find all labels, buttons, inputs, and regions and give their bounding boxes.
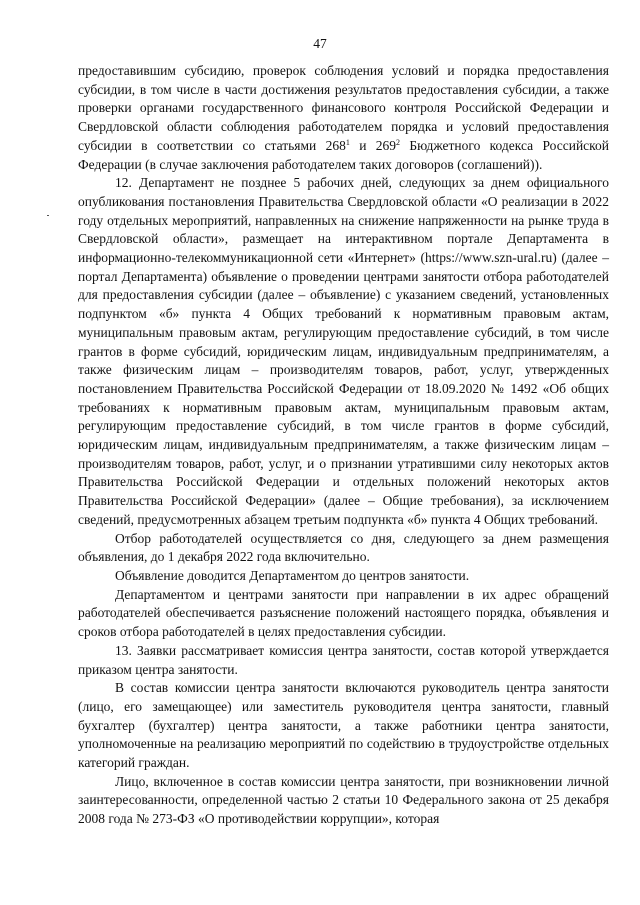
margin-mark (47, 215, 49, 216)
paragraph-text: предоставившим субсидию, проверок соблюдения условий и порядка предоставления субсидии, в том числе в части достижения результатов предоставления субсидии, а также проверки органами государственного финансового контроля Российской Федерации и Свердловской области соблюдения работодателем порядка и условий предоставления субсидии в соответствии со статьями 268 (78, 63, 609, 153)
document-body (78, 62, 609, 829)
paragraph-text: Отбор работодателей осуществляется со дня, следующего за днем размещения объявления, до 1 декабря 2022 года включительно. (78, 530, 609, 565)
paragraph-text: 13. Заявки рассматривает комиссия центра занятости, состав которой утверждается приказом центра занятости. (78, 642, 609, 677)
paragraph-text: и 269 (349, 137, 397, 153)
paragraph (78, 642, 609, 679)
paragraph-text: 12. Департамент не позднее 5 рабочих дней, следующих за днем официального опубликования постановления Правительства Свердловской области «О реализации в 2022 году отдельных мероприятий, направленных на снижение напряженности на рынке труда в Свердловской области», размещает на интерактивном портале Департамента в информационно-телекоммуникационной сети «Интернет» (https://www.szn-ural.ru) (далее – портал Департамента) объявление о проведении центрами занятости отбора работодателей для предоставления субсидии (далее – объявление) с указанием сведений, установленных подпунктом «б» пункта 4 Общих требований к нормативным правовым актам, муниципальным правовым актам, регулирующим предоставление субсидий, в том числе грантов в форме субсидий, юридическим лицам, индивидуальным предпринимателям, а также физическим лицам – производителям товаров, работ, услуг, утвержденных постановлением Правительства Российской Федерации от 18.09.2020 № 1492 «Об общих требованиях к нормативным правовым актам, муниципальным правовым актам, регулирующим предоставление субсидий, в том числе грантов в форме субсидий, юридическим лицам, индивидуальным предпринимателям, а также физическим лицам – производителям товаров, работ, услуг, и о признании утратившими силу некоторых актов Правительства Российской Федерации и отдельных положений некоторых актов Правительства Российской Федерации» (далее – Общие требования), за исключением сведений, предусмотренных абзацем третьим подпункта «б» пункта 4 Общих требований. (78, 175, 609, 527)
paragraph-text: В состав комиссии центра занятости включаются руководитель центра занятости (лицо, его замещающее) или заместитель руководителя центра занятости, главный бухгалтер (бухгалтер) центра занятости, а также работники центра занятости, уполномоченные на реализацию мероприятий по содействию в трудоустройстве отдельных категорий граждан. (78, 680, 609, 771)
paragraph-text: Лицо, включенное в состав комиссии центра занятости, при возникновении личной заинтересованности, определенной частью 2 статьи 10 Федерального закона от 25 декабря 2008 года № 273-ФЗ «О противодействии коррупции», которая (78, 773, 609, 827)
paragraph (78, 679, 609, 773)
superscript: 1 (345, 137, 350, 147)
paragraph-text: Бюджетного кодекса Российской Федерации (в случае заключения работодателем таких договоров (соглашений)). (78, 137, 610, 172)
superscript: 2 (396, 137, 401, 147)
paragraph (78, 62, 609, 174)
paragraph-text: Объявление доводится Департаментом до центров занятости. (115, 567, 470, 583)
paragraph (78, 586, 609, 642)
paragraph (78, 530, 609, 567)
paragraph (78, 773, 609, 829)
paragraph (78, 567, 609, 586)
paragraph (78, 174, 609, 529)
page-number: 47 (313, 36, 327, 51)
paragraph-text: Департаментом и центрами занятости при направлении в их адрес обращений работодателей обеспечивается разъяснение положений настоящего порядка, объявления и сроков отбора работодателей в целях предоставления субсидии. (78, 586, 609, 640)
